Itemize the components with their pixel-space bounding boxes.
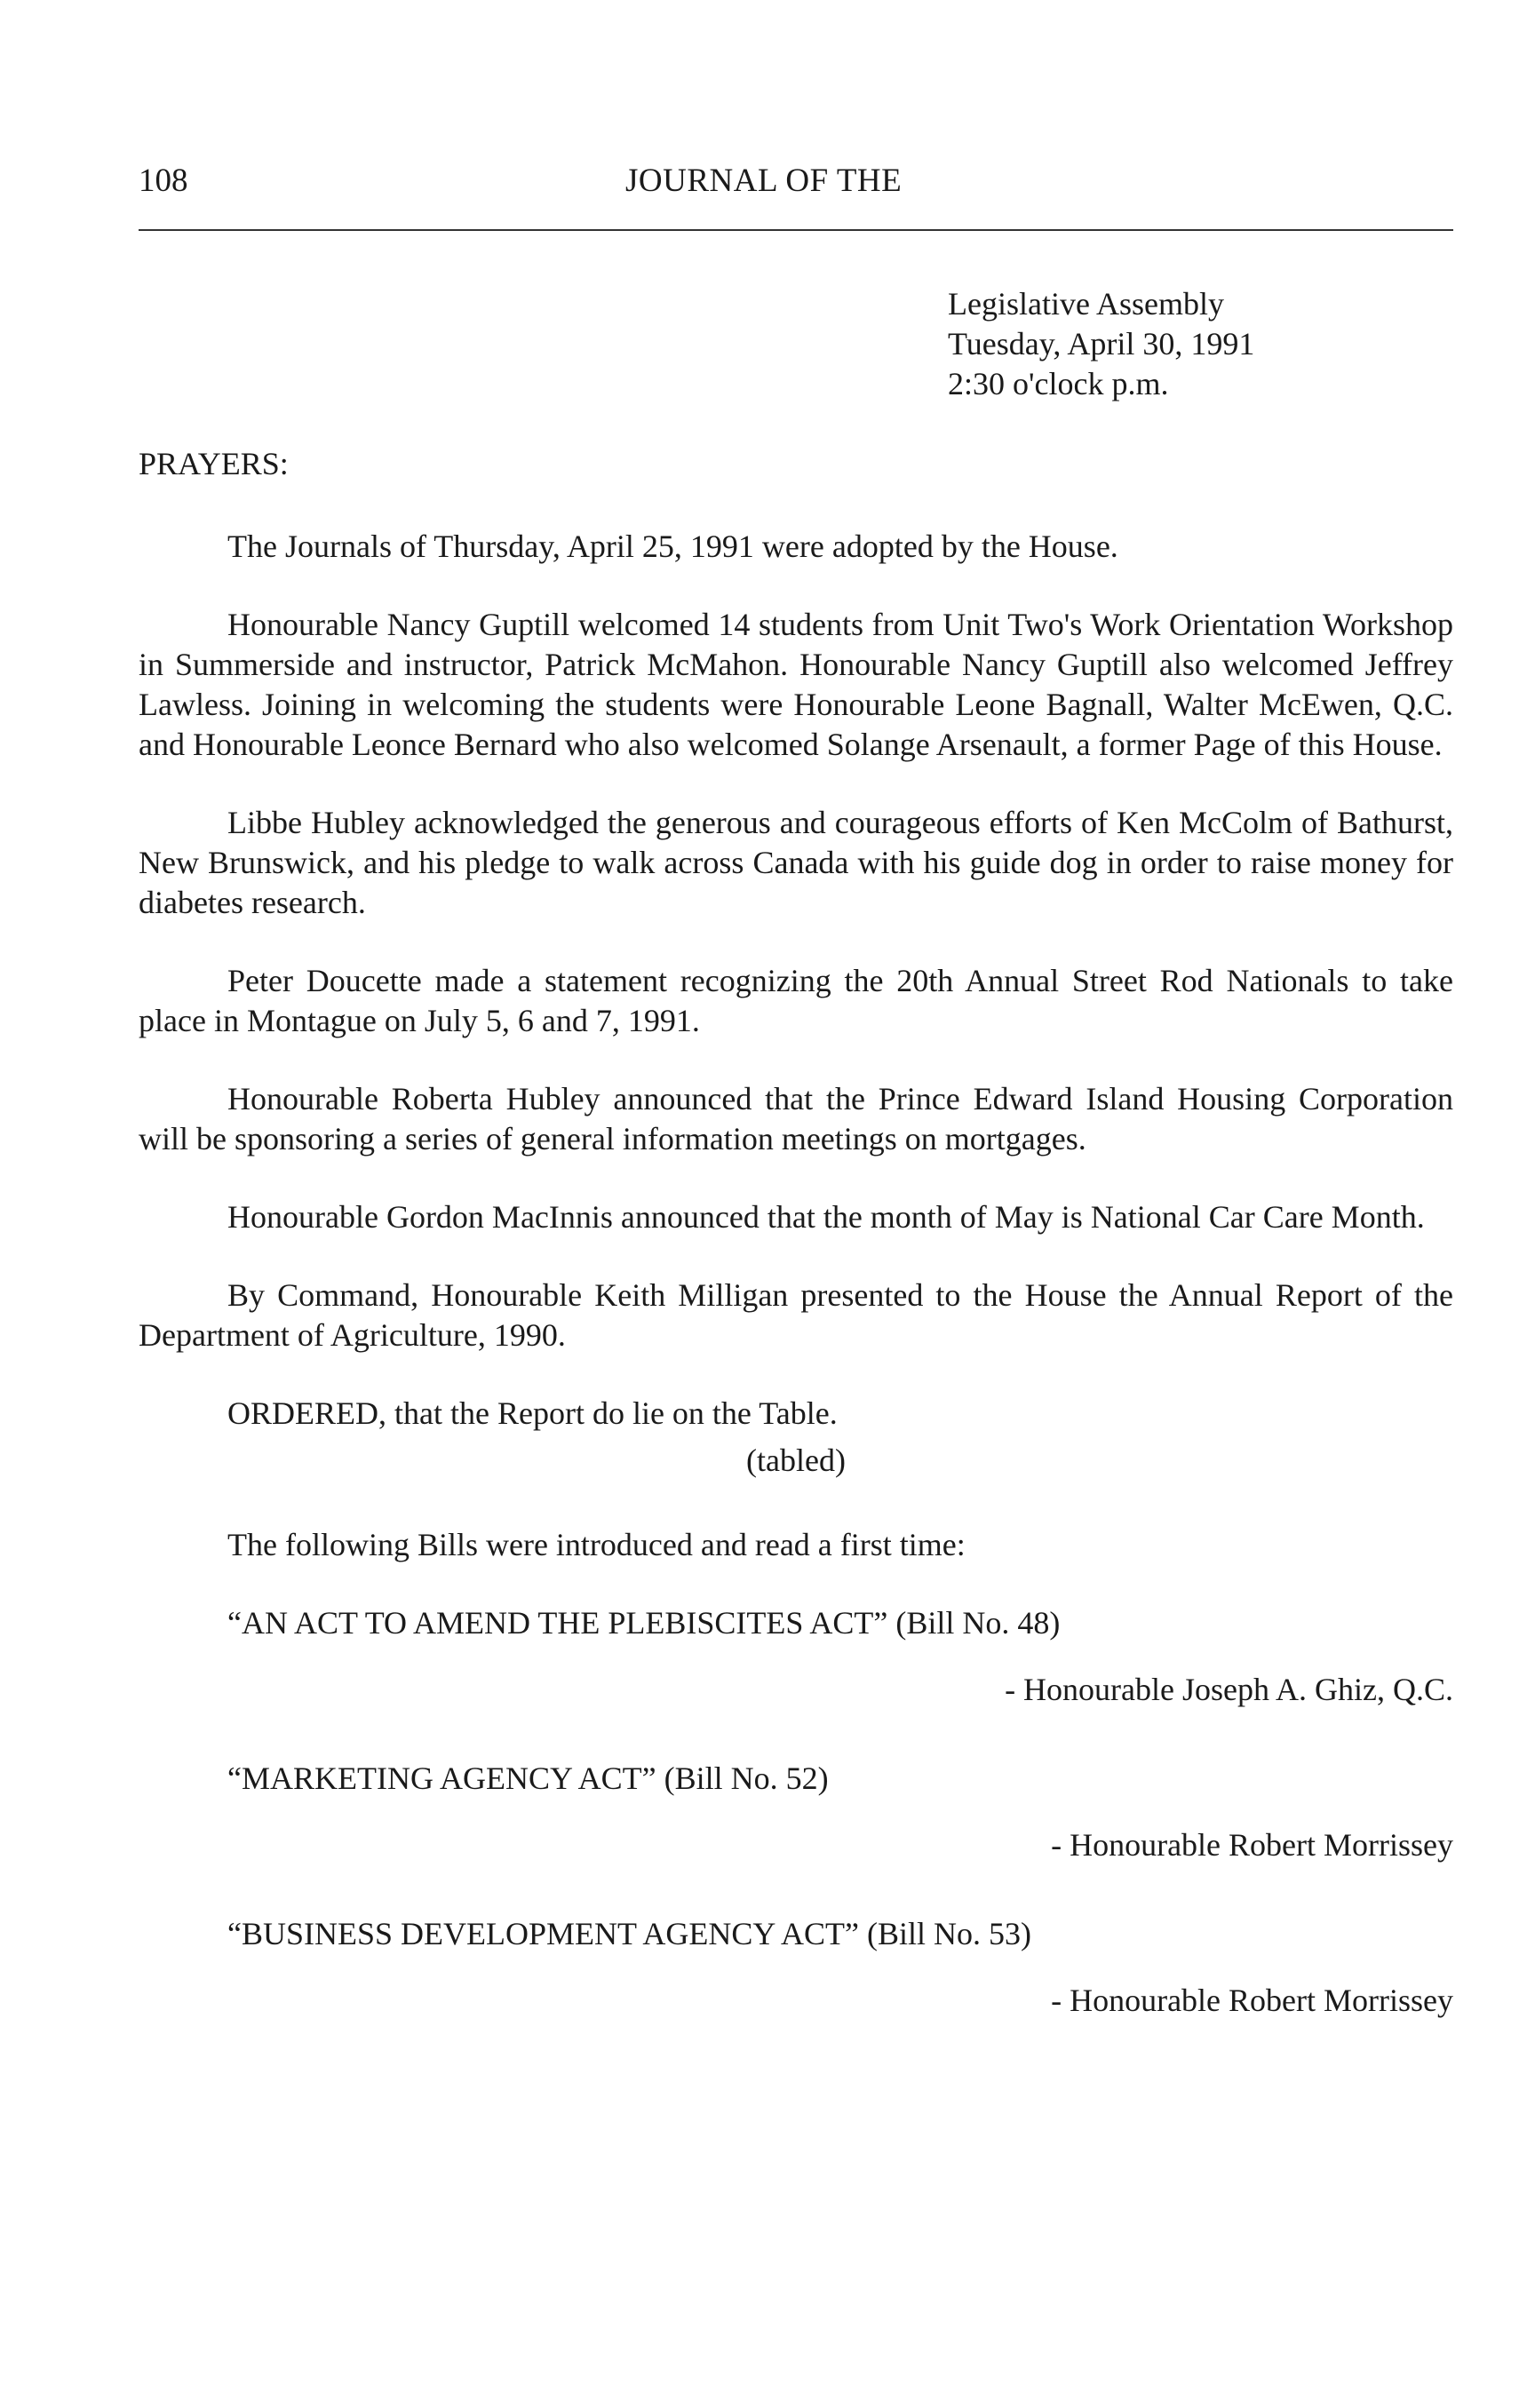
paragraph-housing: Honourable Roberta Hubley announced that the Prince Edward Island Housing Corporation will be sponsoring a series of general information meetings on mortgages. [139,1081,1453,1156]
bill-title: “AN ACT TO AMEND THE PLEBISCITES ACT” (Bill No. 48) [227,1605,1061,1641]
tabled-note: (tabled) [746,1442,846,1478]
bill-title: “BUSINESS DEVELOPMENT AGENCY ACT” (Bill No. 53) [227,1916,1032,1951]
journal-body [139,444,1453,2070]
paragraph-bills-intro: The following Bills were introduced and read a first time: [227,1527,966,1562]
paragraph-journals-adopted: The Journals of Thursday, April 25, 1991 were adopted by the House. [227,528,1118,564]
header-rule [139,229,1453,231]
page-number: 108 [139,163,188,199]
dateline-time: 2:30 o'clock p.m. [948,366,1169,401]
paragraph-acknowledgement: Libbe Hubley acknowledged the generous and courageous efforts of Ken McColm of Bathurst, New Brunswick, and his pledge to walk across Canada with his guide dog in order to raise money for diabetes research. [139,805,1453,920]
paragraph-car-care: Honourable Gordon MacInnis announced that the month of May is National Car Care Month. [227,1199,1425,1235]
dateline [948,284,1254,404]
bill-title: “MARKETING AGENCY ACT” (Bill No. 52) [227,1760,829,1796]
paragraph-students-welcomed: Honourable Nancy Guptill welcomed 14 students from Unit Two's Work Orientation Workshop in Summerside and instructor, Patrick McMahon. Honourable Nancy Guptill also welcomed Jeffrey Lawless. Joining in welcoming the students were Honourable Leone Bagnall, Walter McEwen, Q.C. and Honourable Leonce Bernard who also welcomed Solange Arsenault, a former Page of this House. [139,607,1453,762]
dateline-assembly: Legislative Assembly [948,286,1224,322]
running-head: JOURNAL OF THE [625,163,903,199]
bill-sponsor: - Honourable Robert Morrissey [1051,1983,1453,2018]
paragraph-annual-report: By Command, Honourable Keith Milligan presented to the House the Annual Report of the Department of Agriculture, 1990. [139,1277,1453,1353]
paragraph-ordered: ORDERED, that the Report do lie on the Table. [227,1395,838,1431]
paragraph-street-rod: Peter Doucette made a statement recognizing the 20th Annual Street Rod Nationals to take place in Montague on July 5, 6 and 7, 1991. [139,963,1453,1038]
bill-sponsor: - Honourable Joseph A. Ghiz, Q.C. [1005,1672,1453,1707]
dateline-date: Tuesday, April 30, 1991 [948,326,1255,362]
bill-sponsor: - Honourable Robert Morrissey [1051,1827,1453,1863]
prayers-heading: PRAYERS: [139,446,289,481]
